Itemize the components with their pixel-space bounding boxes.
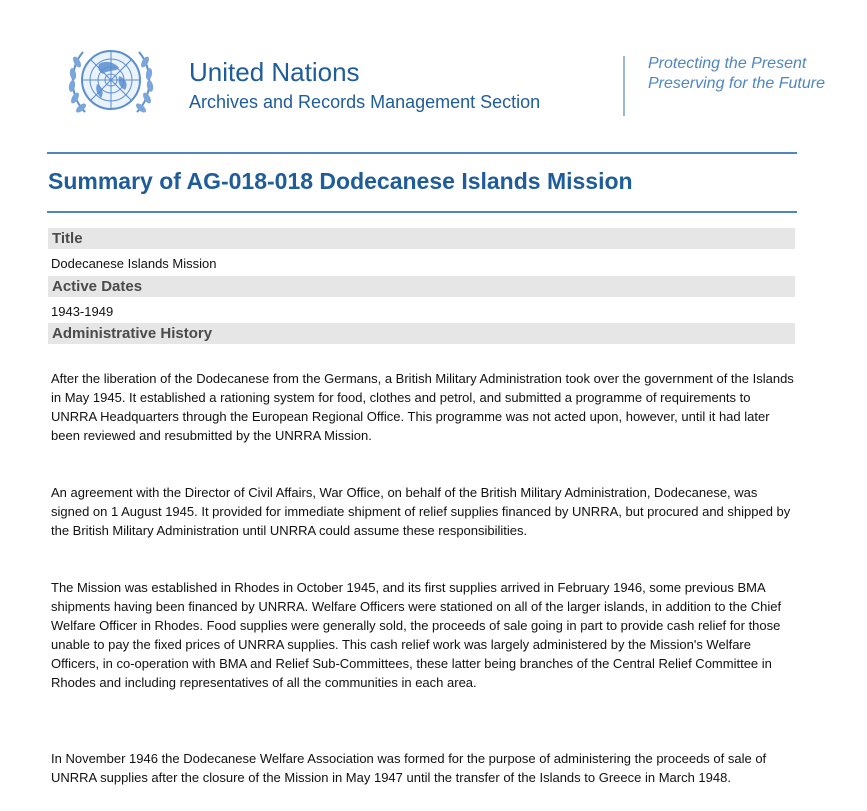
tagline-line-1: Protecting the Present: [648, 55, 807, 72]
header-divider: [623, 56, 625, 116]
org-name: United Nations: [189, 57, 360, 87]
history-paragraph: In November 1946 the Dodecanese Welfare Association was formed for the purpose of administering the proceeds of sale of UNRRA supplies after the closure of the Mission in May 1947 until the transfer of the Islands to Greece in March 1948.: [51, 751, 767, 785]
section-heading-title: Title: [48, 228, 795, 249]
section-heading-active-dates: Active Dates: [48, 276, 795, 297]
page-header: [0, 0, 867, 150]
un-emblem-icon: [63, 40, 159, 124]
title-value: Dodecanese Islands Mission: [51, 256, 217, 271]
history-paragraph: The Mission was established in Rhodes in October 1945, and its first supplies arrived in February 1946, some previous BMA shipments having been financed by UNRRA. Welfare Officers were stationed on all of the larger islands, in addition to the Chief Welfare Officer in Rhodes. Food supplies were generally sold, the proceeds of sale going in part to provide cash relief for those unable to pay the fixed prices of UNRRA supplies. This cash relief work was largely administered by the Mission's Welfare Officers, in co-operation with BMA and Relief Sub-Committees, these latter being branches of the Central Relief Committee in Rhodes and including representatives of all the communities in each area.: [51, 580, 782, 690]
history-paragraph: After the liberation of the Dodecanese from the Germans, a British Military Administration took over the government of the Islands in May 1945. It established a rationing system for food, clothes and petrol, and submitted a programme of requirements to UNRRA Headquarters through the European Regional Office. This programme was not acted upon, however, until it had later been reviewed and resubmitted by the UNRRA Mission.: [51, 371, 794, 443]
section-heading-administrative-history: Administrative History: [48, 323, 795, 344]
tagline-line-2: Preserving for the Future: [648, 75, 825, 92]
title-rule-top: [47, 152, 797, 154]
page-title: Summary of AG-018-018 Dodecanese Islands Mission: [48, 168, 633, 194]
org-subtitle: Archives and Records Management Section: [189, 92, 541, 112]
title-rule-bottom: [47, 211, 797, 213]
active-dates-value: 1943-1949: [51, 304, 114, 319]
history-paragraph: An agreement with the Director of Civil Affairs, War Office, on behalf of the British Military Administration, Dodecanese, was signed on 1 August 1945. It provided for immediate shipment of relief supplies financed by UNRRA, but procured and shipped by the British Military Administration until UNRRA could assume these responsibilities.: [51, 485, 791, 538]
